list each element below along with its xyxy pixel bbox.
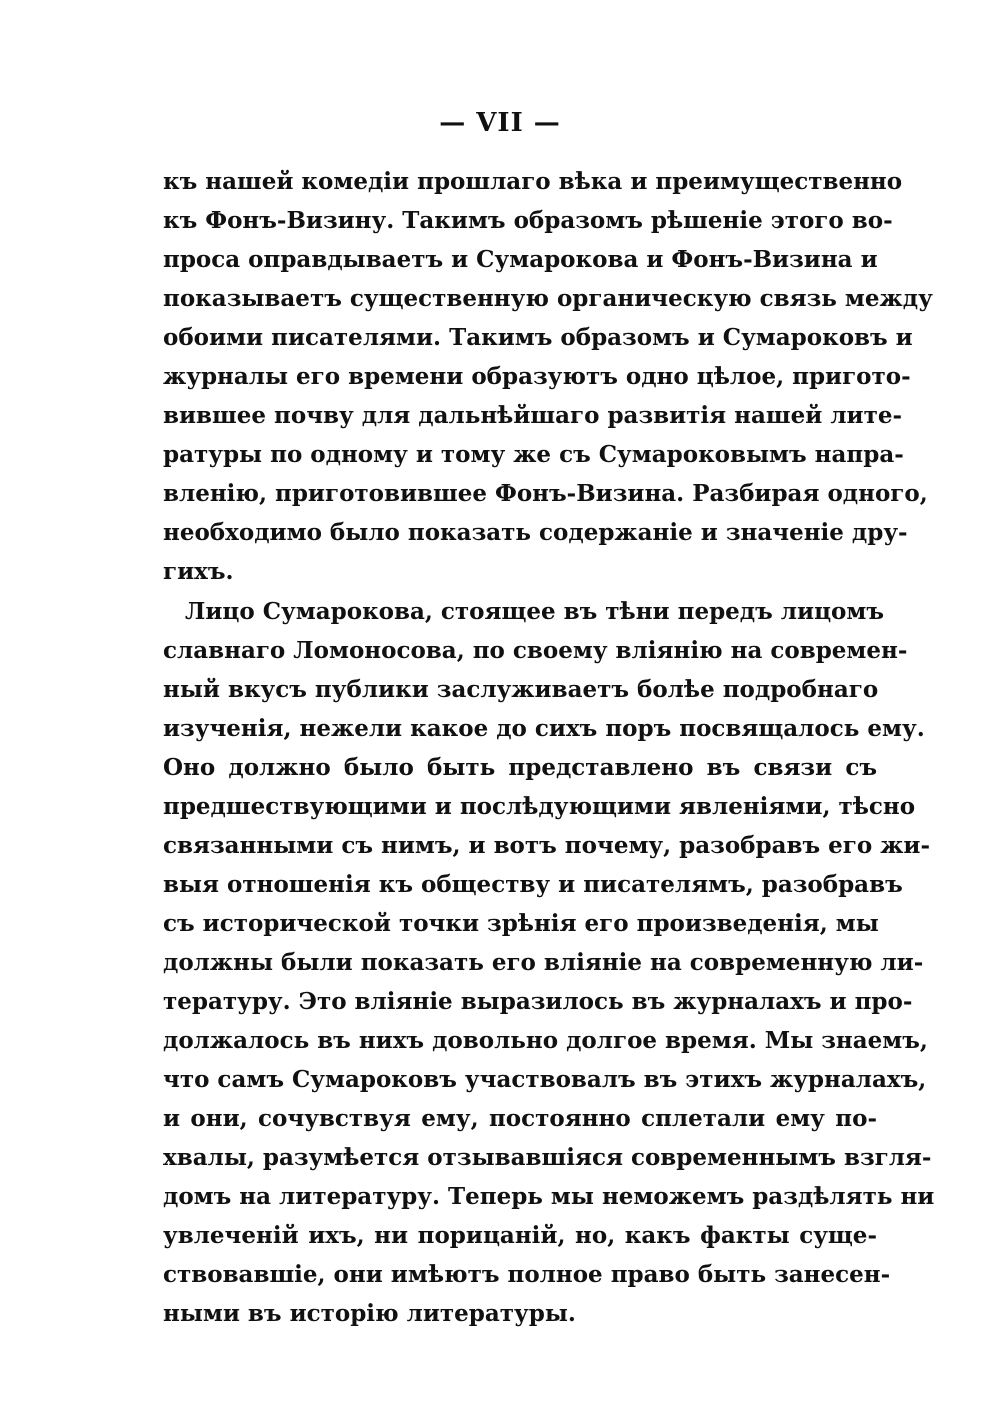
text-line: изученія, нежели какое до сихъ поръ посвящалось ему. <box>163 715 925 742</box>
text-line: должалось въ нихъ довольно долгое время. Мы знаемъ, <box>163 1027 928 1054</box>
text-line: Оно должно было быть представлено въ связи съ <box>163 754 877 781</box>
text-line: славнаго Ломоносова, по своему вліянію на современ- <box>163 637 908 664</box>
text-line: и они, сочувствуя ему, постоянно сплетали ему по- <box>163 1105 877 1132</box>
text-line: показываетъ существенную органическую связь между <box>163 285 933 312</box>
text-line: ный вкусъ публики заслуживаетъ болѣе подробнаго <box>163 676 879 703</box>
paragraph-1 <box>163 162 933 591</box>
text-line: хвалы, разумѣется отзывавшіяся современнымъ взгля- <box>163 1144 932 1171</box>
text-line: проса оправдываетъ и Сумарокова и Фонъ-Визина и <box>163 246 878 273</box>
paragraph-2 <box>163 592 935 1333</box>
text-line: ными въ исторію литературы. <box>163 1300 576 1327</box>
text-line: должны были показать его вліяніе на современную ли- <box>163 949 924 976</box>
text-line: ствовавшіе, они имѣютъ полное право быть занесен- <box>163 1261 891 1288</box>
text-line: къ нашей комедіи прошлаго вѣка и преимущественно <box>163 168 903 195</box>
text-line: къ Фонъ-Визину. Такимъ образомъ рѣшеніе этого во- <box>163 207 893 234</box>
text-line: вленію, приготовившее Фонъ-Визина. Разбирая одного, <box>163 480 928 507</box>
text-line: увлеченій ихъ, ни порицаній, но, какъ факты суще- <box>163 1222 877 1249</box>
text-line: Лицо Сумарокова, стоящее въ тѣни передъ лицомъ <box>185 598 885 625</box>
text-line: гихъ. <box>163 558 234 585</box>
text-line: связанными съ нимъ, и вотъ почему, разобравъ его жи- <box>163 832 931 859</box>
text-line: вившее почву для дальнѣйшаго развитія нашей лите- <box>163 402 903 429</box>
text-line: что самъ Сумароковъ участвовалъ въ этихъ журналахъ, <box>163 1066 927 1093</box>
text-line: журналы его времени образуютъ одно цѣлое, пригото- <box>163 363 911 390</box>
text-line: выя отношенія къ обществу и писателямъ, разобравъ <box>163 871 903 898</box>
text-line: домъ на литературу. Теперь мы неможемъ раздѣлять ни <box>163 1183 935 1210</box>
text-line: предшествующими и послѣдующими явленіями, тѣсно <box>163 793 916 820</box>
text-line: необходимо было показать содержаніе и значеніе дру- <box>163 519 908 546</box>
text-line: обоими писателями. Такимъ образомъ и Сумароковъ и <box>163 324 913 351</box>
text-line: съ исторической точки зрѣнія его произведенія, мы <box>163 910 879 937</box>
page-number: — VII — <box>439 108 561 138</box>
text-line: тературу. Это вліяніе выразилось въ журналахъ и про- <box>163 988 913 1015</box>
text-line: ратуры по одному и тому же съ Сумароковымъ напра- <box>163 441 904 468</box>
